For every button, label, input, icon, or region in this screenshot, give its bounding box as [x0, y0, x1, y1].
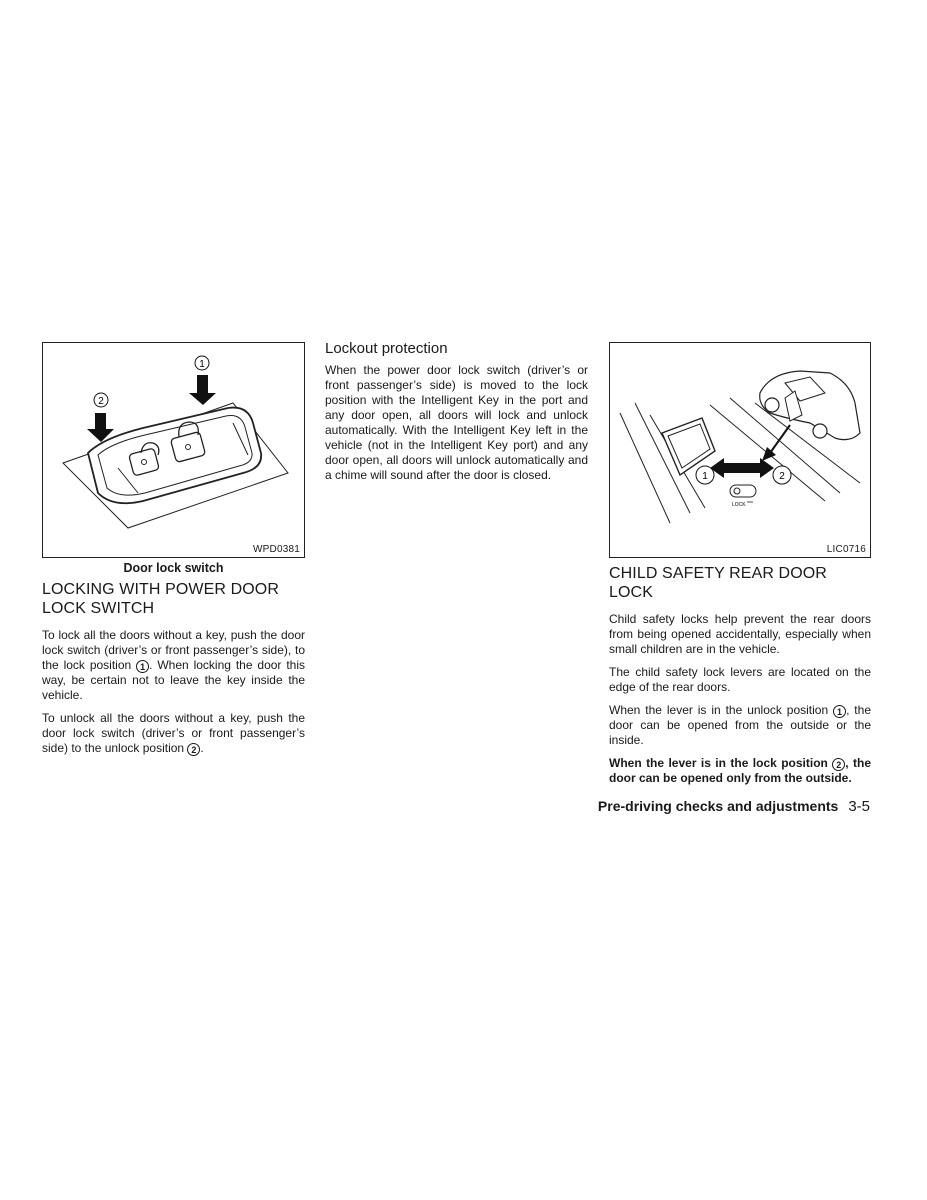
circled-number: 2: [832, 758, 845, 771]
door-lock-switch-figure: [42, 342, 305, 558]
figure-caption: Door lock switch: [123, 561, 224, 575]
callout-1: 1: [199, 359, 205, 370]
paragraph: To lock all the doors without a key, push the door lock switch (driver’s or front passenger’s side), to the lock position 1 . When locking the door this way, be certain not to leave the key inside the vehicle.: [42, 628, 306, 702]
lock-label: LOCK: [732, 502, 746, 508]
subsection-heading: Lockout protection: [325, 340, 448, 357]
paragraph: When the lever is in the unlock position 1 , the door can be opened from the outside or the inside.: [609, 703, 871, 747]
right-column: [609, 342, 871, 794]
section-heading: CHILD SAFETY REAR DOOR LOCK: [609, 565, 827, 601]
circled-number: 1: [833, 705, 846, 718]
circled-number: 2: [187, 743, 200, 756]
paragraph-bold: When the lever is in the lock position 2 , the door can be opened only from the outside.: [609, 756, 872, 785]
paragraph: When the power door lock switch (driver’s or front passenger’s side) is moved to the lock position with the Intelligent Key in the port and any door open, all doors will lock and unlock automatically. With the Intelligent Key left in the vehicle (not in the Intelligent Key port) and any door open, all doors will unlock automatically and a chime will sound after the door is closed.: [325, 363, 588, 482]
figure-code: WPD0381: [253, 544, 300, 555]
callout-2: 2: [779, 471, 785, 482]
paragraph: The child safety lock levers are located on the edge of the rear doors.: [609, 665, 871, 694]
page-number: 3-5: [848, 798, 870, 815]
callout-1: 1: [702, 471, 708, 482]
child-lock-illustration: [610, 343, 870, 557]
callout-2: 2: [98, 396, 104, 407]
paragraph: Child safety locks help prevent the rear doors from being opened accidentally, especially when small children are in the vehicle.: [609, 612, 871, 656]
section-heading: LOCKING WITH POWER DOOR LOCK SWITCH: [42, 581, 279, 617]
door-lock-switch-illustration: [43, 343, 304, 557]
figure-code: LIC0716: [826, 544, 866, 555]
footer-section: Pre-driving checks and adjustments: [597, 798, 839, 814]
page-footer: [598, 798, 870, 815]
child-lock-figure: [609, 342, 871, 558]
circled-number: 1: [136, 660, 149, 673]
middle-column: [325, 340, 588, 491]
left-column: [42, 342, 305, 764]
paragraph: To unlock all the doors without a key, push the door lock switch (driver’s or front passenger’s side) to the unlock position 2 .: [42, 711, 305, 755]
